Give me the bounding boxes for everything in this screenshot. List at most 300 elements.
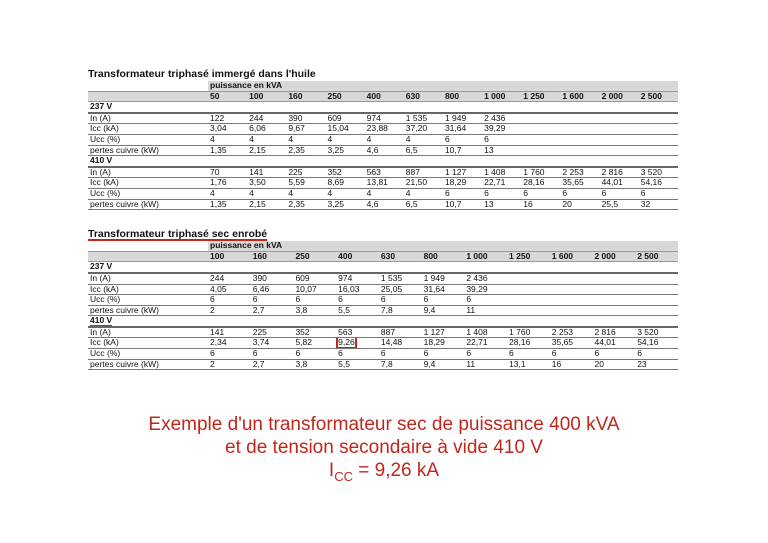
cell-value: 2,15 xyxy=(249,145,266,155)
voltage-fill xyxy=(208,316,678,327)
cell-value: 4 xyxy=(249,188,254,198)
data-cell xyxy=(507,273,550,284)
cell-value: 2,7 xyxy=(252,305,265,315)
cell-value: 1 535 xyxy=(380,272,403,283)
cell-value: 6 xyxy=(423,348,429,359)
cell-value: 54,16 xyxy=(637,337,659,348)
data-cell xyxy=(379,305,422,316)
cell-value: 974 xyxy=(366,112,381,123)
cell-value: 6 xyxy=(423,294,429,305)
data-cell xyxy=(325,167,364,178)
voltage-label: 410 V xyxy=(90,315,113,326)
row-label: Ucc (%) xyxy=(88,349,208,360)
data-cell xyxy=(325,178,364,189)
cell-value: 4,6 xyxy=(366,199,379,209)
data-cell xyxy=(560,199,599,210)
data-cell xyxy=(365,134,404,145)
data-cell xyxy=(635,305,678,316)
data-cell xyxy=(464,273,507,284)
voltage-fill xyxy=(208,102,678,113)
data-cell xyxy=(208,295,251,306)
icc-symbol: I xyxy=(328,460,335,481)
data-cell xyxy=(550,305,593,316)
cell-value: 3,25 xyxy=(327,145,345,155)
data-cell xyxy=(293,338,336,349)
data-cell xyxy=(600,178,639,189)
cell-value: 54,16 xyxy=(640,177,662,188)
data-cell xyxy=(365,178,404,189)
table-row xyxy=(88,305,678,316)
row-label: In (A) xyxy=(88,327,208,338)
cell-value: 6 xyxy=(210,348,215,359)
data-cell xyxy=(443,178,482,189)
cell-value: 14,48 xyxy=(380,337,403,348)
cell-value: 1 949 xyxy=(444,112,467,123)
data-cell xyxy=(336,295,379,306)
cell-value: 887 xyxy=(380,326,396,337)
cell-value: 3,50 xyxy=(249,177,266,188)
cell-value: 8,69 xyxy=(327,177,345,188)
power-cell xyxy=(379,251,422,262)
data-cell xyxy=(443,145,482,156)
power-values-row xyxy=(88,91,678,102)
cell-value: 16 xyxy=(523,199,533,209)
data-cell xyxy=(507,295,550,306)
cell-value: 44,01 xyxy=(594,337,616,348)
cell-value: 9,26 xyxy=(338,337,355,348)
voltage-row xyxy=(88,156,678,167)
power-cell xyxy=(550,251,593,262)
cell-value: 18,29 xyxy=(444,177,467,188)
cell-value: 6 xyxy=(551,348,557,359)
data-cell xyxy=(482,145,521,156)
data-cell xyxy=(639,167,678,178)
cell-value: 13 xyxy=(484,145,494,155)
cell-value: 1 127 xyxy=(423,326,445,337)
voltage-row xyxy=(88,262,678,273)
data-cell xyxy=(404,167,443,178)
cell-value: 6 xyxy=(594,348,600,359)
power-value: 250 xyxy=(327,91,342,101)
cell-value: 1 760 xyxy=(509,326,531,337)
power-value: 1 250 xyxy=(523,91,545,101)
data-cell xyxy=(325,124,364,135)
data-cell xyxy=(404,134,443,145)
row-label: pertes cuivre (kW) xyxy=(88,305,208,316)
data-cell xyxy=(293,349,336,360)
table-row xyxy=(88,178,678,189)
data-cell xyxy=(208,134,247,145)
row-label: pertes cuivre (kW) xyxy=(88,359,208,370)
data-cell xyxy=(592,338,635,349)
voltage-row xyxy=(88,102,678,113)
cell-value: 6 xyxy=(210,294,215,305)
cell-value: 3,8 xyxy=(295,305,308,315)
cell-value: 2,7 xyxy=(252,359,265,369)
data-cell xyxy=(639,134,678,145)
data-cell xyxy=(286,167,325,178)
data-cell xyxy=(560,134,599,145)
cell-value: 4 xyxy=(210,188,215,198)
cell-value: 141 xyxy=(210,326,225,337)
data-cell xyxy=(592,305,635,316)
data-cell xyxy=(379,349,422,360)
data-cell xyxy=(247,199,286,210)
data-cell xyxy=(208,188,247,199)
data-cell xyxy=(600,188,639,199)
power-cell xyxy=(560,91,599,102)
cell-value: 2 816 xyxy=(601,166,623,177)
data-cell xyxy=(521,188,560,199)
data-cell xyxy=(635,349,678,360)
table-row xyxy=(88,359,678,370)
table-row xyxy=(88,134,678,145)
data-cell xyxy=(592,295,635,306)
data-cell xyxy=(336,284,379,295)
cell-value: 2 436 xyxy=(484,112,506,123)
data-cell xyxy=(600,167,639,178)
data-cell xyxy=(464,284,507,295)
table-row xyxy=(88,124,678,135)
data-cell xyxy=(286,188,325,199)
cell-value: 122 xyxy=(210,112,225,123)
data-cell xyxy=(286,124,325,135)
data-cell xyxy=(443,199,482,210)
example-caption xyxy=(0,413,768,488)
data-cell xyxy=(507,305,550,316)
data-cell xyxy=(208,305,251,316)
data-cell xyxy=(422,359,465,370)
data-cell xyxy=(208,145,247,156)
data-cell xyxy=(482,188,521,199)
data-cell xyxy=(550,349,593,360)
cell-value: 6 xyxy=(338,348,343,359)
example-line1: Exemple d'un transformateur sec de puissance 400 kVA xyxy=(148,414,620,435)
data-cell xyxy=(247,167,286,178)
power-value: 630 xyxy=(380,251,396,261)
data-cell xyxy=(600,124,639,135)
cell-value: 4 xyxy=(405,188,411,198)
cell-value: 39,29 xyxy=(466,284,488,294)
data-cell xyxy=(521,134,560,145)
cell-value: 6 xyxy=(523,188,528,198)
data-cell xyxy=(443,167,482,178)
cell-value: 6 xyxy=(484,134,489,144)
power-value: 2 000 xyxy=(601,91,623,101)
data-cell xyxy=(635,284,678,295)
cell-value: 9,4 xyxy=(423,305,436,315)
row-label: In (A) xyxy=(88,113,208,124)
cell-value: 70 xyxy=(210,166,220,177)
example-line2: et de tension secondaire à vide 410 V xyxy=(225,437,543,458)
row-label: Ucc (%) xyxy=(88,134,208,145)
cell-value: 6,5 xyxy=(405,199,418,209)
power-cell xyxy=(635,251,678,262)
data-cell xyxy=(464,359,507,370)
table-row xyxy=(88,284,678,295)
data-cell xyxy=(379,359,422,370)
voltage-cell xyxy=(88,316,208,327)
cell-value: 13,81 xyxy=(366,177,388,188)
data-cell xyxy=(208,178,247,189)
data-cell xyxy=(247,145,286,156)
cell-value: 3 520 xyxy=(637,326,659,337)
power-cell xyxy=(464,251,507,262)
power-value: 1 000 xyxy=(466,251,488,261)
cell-value: 6,46 xyxy=(252,284,270,294)
data-cell xyxy=(247,178,286,189)
data-cell xyxy=(635,359,678,370)
cell-value: 4 xyxy=(327,188,333,198)
data-cell xyxy=(550,359,593,370)
power-spacer xyxy=(88,91,208,102)
cell-value: 6 xyxy=(637,348,642,359)
cell-value: 28,16 xyxy=(523,177,545,188)
data-cell xyxy=(404,178,443,189)
data-cell xyxy=(251,349,294,360)
data-cell xyxy=(286,178,325,189)
data-cell xyxy=(379,295,422,306)
power-values-row xyxy=(88,251,678,262)
power-value: 2 000 xyxy=(594,251,616,261)
data-cell xyxy=(325,145,364,156)
power-cell xyxy=(286,91,325,102)
cell-value: 4 xyxy=(405,134,411,144)
data-cell xyxy=(507,327,550,338)
cell-value: 390 xyxy=(252,272,267,283)
data-cell xyxy=(208,338,251,349)
data-cell xyxy=(251,338,294,349)
cell-value: 1 760 xyxy=(523,166,545,177)
table-row xyxy=(88,199,678,210)
row-label: Icc (kA) xyxy=(88,338,208,349)
power-value: 800 xyxy=(444,91,460,101)
table-row xyxy=(88,327,678,338)
cell-value: 6 xyxy=(509,348,514,359)
table-row xyxy=(88,113,678,124)
row-label: Ucc (%) xyxy=(88,295,208,306)
power-value: 800 xyxy=(423,251,438,261)
power-value: 1 250 xyxy=(509,251,531,261)
data-cell xyxy=(208,113,247,124)
power-header-row xyxy=(88,241,678,251)
cell-value: 9,67 xyxy=(288,123,305,134)
power-value: 50 xyxy=(210,91,220,101)
cell-value: 28,16 xyxy=(509,337,531,348)
data-cell xyxy=(365,167,404,178)
data-cell xyxy=(482,167,521,178)
cell-value: 4 xyxy=(249,134,254,144)
data-cell xyxy=(635,327,678,338)
data-cell xyxy=(422,305,465,316)
cell-value: 6 xyxy=(640,188,646,198)
data-cell xyxy=(251,284,294,295)
data-cell xyxy=(286,145,325,156)
power-cell xyxy=(592,251,635,262)
data-cell xyxy=(521,178,560,189)
cell-value: 4,05 xyxy=(210,284,227,294)
data-cell xyxy=(560,167,599,178)
data-cell xyxy=(208,327,251,338)
power-value: 100 xyxy=(249,91,264,101)
data-cell xyxy=(208,167,247,178)
cell-value: 31,64 xyxy=(423,284,445,294)
cell-value: 352 xyxy=(295,326,310,337)
icc-subscript: CC xyxy=(334,468,353,484)
data-cell xyxy=(208,199,247,210)
data-cell xyxy=(600,113,639,124)
data-cell xyxy=(336,338,379,349)
data-cell xyxy=(464,327,507,338)
cell-value: 9,4 xyxy=(423,359,436,369)
power-value: 1 600 xyxy=(562,91,584,101)
data-cell xyxy=(592,359,635,370)
data-cell xyxy=(251,305,294,316)
data-cell xyxy=(639,199,678,210)
data-cell xyxy=(286,113,325,124)
cell-value: 1,35 xyxy=(210,199,227,209)
data-cell xyxy=(404,188,443,199)
data-cell xyxy=(443,113,482,124)
data-cell xyxy=(247,134,286,145)
data-cell xyxy=(507,359,550,370)
cell-value: 6 xyxy=(444,134,450,144)
power-cell xyxy=(336,251,379,262)
data-cell xyxy=(507,338,550,349)
cell-value: 13,1 xyxy=(509,359,526,369)
power-spacer xyxy=(88,251,208,262)
cell-value: 4,6 xyxy=(366,145,379,155)
power-value: 2 500 xyxy=(640,91,662,101)
voltage-cell xyxy=(88,262,208,273)
cell-value: 5,5 xyxy=(338,359,350,369)
cell-value: 974 xyxy=(338,272,353,283)
data-cell xyxy=(592,349,635,360)
data-cell xyxy=(521,124,560,135)
data-cell xyxy=(639,113,678,124)
power-cell xyxy=(208,91,247,102)
table-row xyxy=(88,295,678,306)
cell-value: 25,05 xyxy=(380,284,403,294)
power-value: 250 xyxy=(295,251,310,261)
cell-value: 1,35 xyxy=(210,145,227,155)
data-cell xyxy=(464,338,507,349)
cell-value: 11 xyxy=(466,305,476,315)
data-cell xyxy=(639,188,678,199)
power-value: 630 xyxy=(405,91,420,101)
data-cell xyxy=(251,359,294,370)
cell-value: 18,29 xyxy=(423,337,445,348)
cell-value: 225 xyxy=(252,326,267,337)
cell-value: 609 xyxy=(327,112,342,123)
data-cell xyxy=(365,145,404,156)
data-cell xyxy=(639,124,678,135)
data-cell xyxy=(247,124,286,135)
cell-value: 1 949 xyxy=(423,272,445,283)
power-header-label: puissance en kVA xyxy=(208,241,678,251)
data-cell xyxy=(600,199,639,210)
data-cell xyxy=(560,188,599,199)
header-spacer xyxy=(88,81,208,91)
cell-value: 23 xyxy=(637,359,647,369)
data-cell xyxy=(482,178,521,189)
data-cell xyxy=(482,113,521,124)
cell-value: 887 xyxy=(405,166,420,177)
cell-value: 23,88 xyxy=(366,123,388,134)
data-cell xyxy=(404,145,443,156)
cell-value: 6 xyxy=(601,188,607,198)
data-cell xyxy=(365,199,404,210)
cell-value: 37,20 xyxy=(405,123,428,134)
data-cell xyxy=(336,359,379,370)
cell-value: 6 xyxy=(295,348,301,359)
voltage-cell xyxy=(88,102,208,113)
cell-value: 2 xyxy=(210,359,215,369)
data-cell xyxy=(521,145,560,156)
table-row xyxy=(88,349,678,360)
cell-value: 35,65 xyxy=(551,337,574,348)
data-cell xyxy=(550,327,593,338)
transformer-tables xyxy=(88,68,678,370)
row-label: pertes cuivre (kW) xyxy=(88,145,208,156)
data-cell xyxy=(379,338,422,349)
cell-value: 21,50 xyxy=(405,177,428,188)
cell-value: 6 xyxy=(562,188,568,198)
data-cell xyxy=(560,113,599,124)
data-cell xyxy=(560,145,599,156)
data-cell xyxy=(443,188,482,199)
data-cell xyxy=(464,295,507,306)
cell-value: 44,01 xyxy=(601,177,623,188)
cell-value: 25,5 xyxy=(601,199,619,209)
cell-value: 4 xyxy=(288,188,294,198)
row-label: Icc (kA) xyxy=(88,178,208,189)
cell-value: 39,29 xyxy=(484,123,506,134)
cell-value: 563 xyxy=(338,326,353,337)
cell-value: 244 xyxy=(210,272,225,283)
cell-value: 20 xyxy=(594,359,604,369)
data-cell xyxy=(293,273,336,284)
data-cell xyxy=(208,359,251,370)
cell-value: 3,04 xyxy=(210,123,227,134)
table-row xyxy=(88,167,678,178)
cell-value: 225 xyxy=(288,166,303,177)
cell-value: 6 xyxy=(380,348,386,359)
table-row xyxy=(88,188,678,199)
data-cell xyxy=(365,113,404,124)
data-cell xyxy=(404,124,443,135)
power-value: 400 xyxy=(338,251,353,261)
power-value: 100 xyxy=(210,251,225,261)
power-value: 1 600 xyxy=(551,251,574,261)
data-cell xyxy=(635,295,678,306)
data-cell xyxy=(600,145,639,156)
oil-transformer-table xyxy=(88,81,678,210)
data-cell xyxy=(592,327,635,338)
row-label: Icc (kA) xyxy=(88,124,208,135)
icc-result xyxy=(0,459,768,488)
data-cell xyxy=(208,349,251,360)
cell-value: 2,34 xyxy=(210,337,227,348)
data-cell xyxy=(482,199,521,210)
data-cell xyxy=(521,113,560,124)
data-cell xyxy=(422,284,465,295)
cell-value: 2 253 xyxy=(562,166,584,177)
cell-value: 4 xyxy=(288,134,294,144)
cell-value: 6 xyxy=(338,294,343,305)
data-cell xyxy=(443,124,482,135)
cell-value: 141 xyxy=(249,166,264,177)
